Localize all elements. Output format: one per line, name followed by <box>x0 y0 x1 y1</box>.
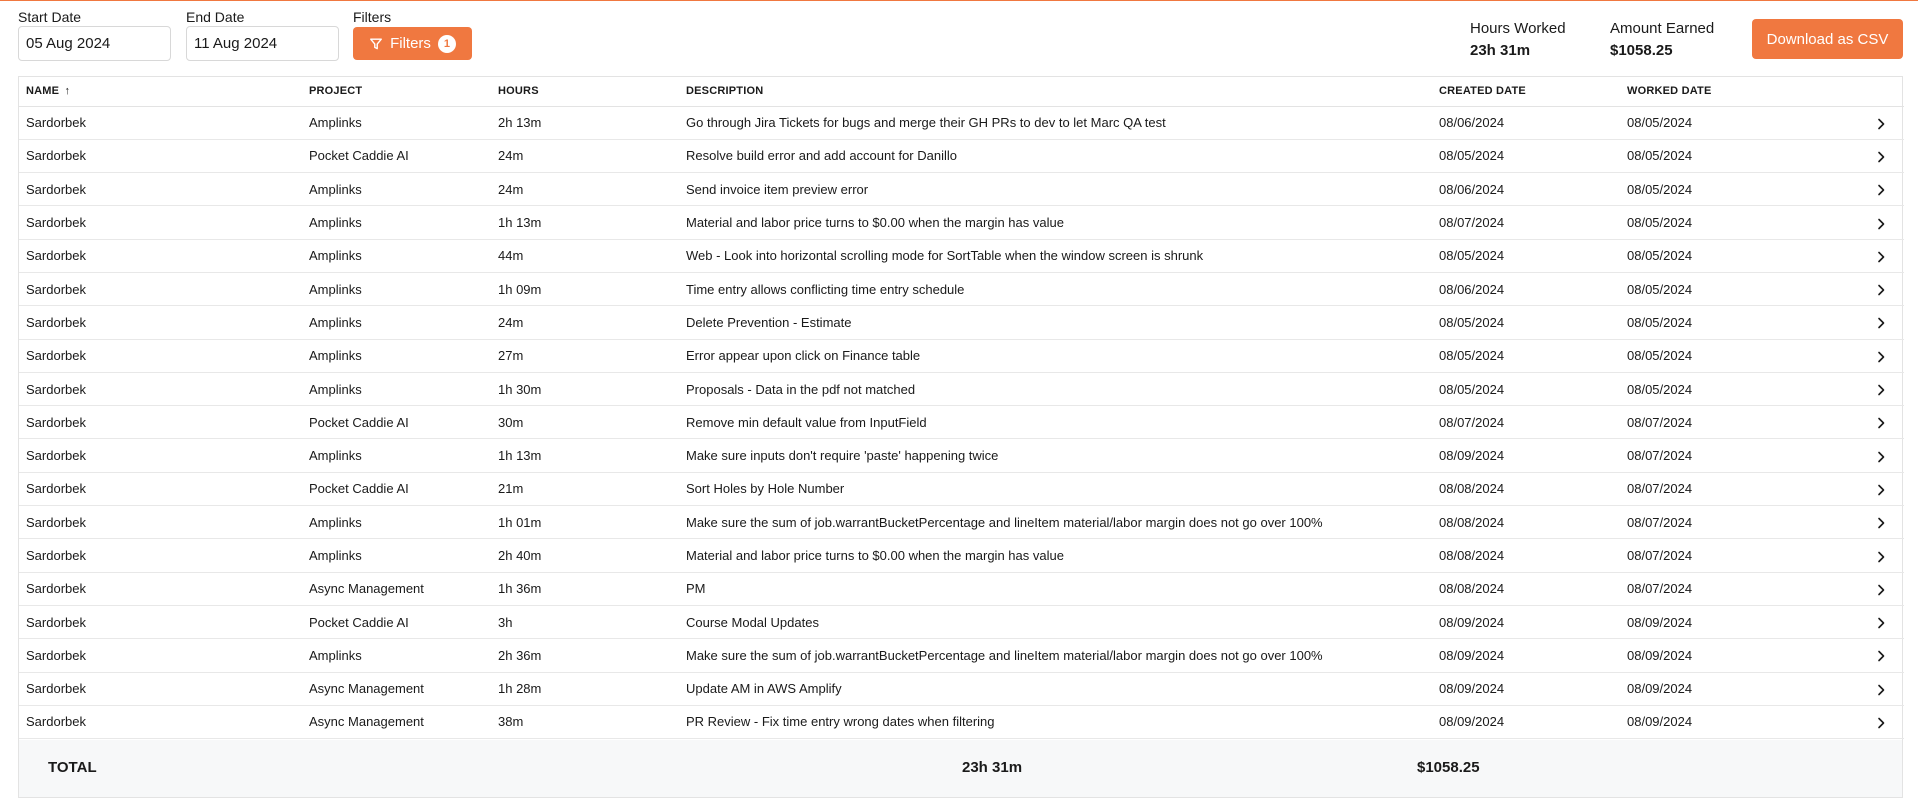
filters-count-badge: 1 <box>438 35 456 53</box>
cell-worked: 08/05/2024 <box>1620 339 1858 372</box>
cell-created: 08/07/2024 <box>1432 206 1620 239</box>
table-row[interactable] <box>19 506 1904 539</box>
cell-worked: 08/05/2024 <box>1620 306 1858 339</box>
row-open-button[interactable] <box>1858 605 1904 638</box>
cell-created: 08/09/2024 <box>1432 605 1620 638</box>
cell-name: Sardorbek <box>19 406 302 439</box>
cell-name: Sardorbek <box>19 639 302 672</box>
cell-description: Make sure inputs don't require 'paste' happening twice <box>679 439 1432 472</box>
row-open-button[interactable] <box>1858 472 1904 505</box>
total-amount: $1058.25 <box>1417 759 1480 776</box>
chevron-right-icon <box>1875 151 1887 163</box>
table-row[interactable] <box>19 372 1904 405</box>
cell-worked: 08/05/2024 <box>1620 206 1858 239</box>
cell-description: Remove min default value from InputField <box>679 406 1432 439</box>
row-open-button[interactable] <box>1858 539 1904 572</box>
cell-hours: 30m <box>491 406 679 439</box>
column-header-name[interactable]: NAME ↑ <box>19 77 302 106</box>
cell-description: Proposals - Data in the pdf not matched <box>679 372 1432 405</box>
cell-project: Amplinks <box>302 372 491 405</box>
chevron-right-icon <box>1875 251 1887 263</box>
cell-project: Amplinks <box>302 206 491 239</box>
column-header-description[interactable]: DESCRIPTION <box>679 77 1432 106</box>
cell-worked: 08/09/2024 <box>1620 705 1858 738</box>
cell-worked: 08/05/2024 <box>1620 173 1858 206</box>
chevron-right-icon <box>1875 584 1887 596</box>
cell-name: Sardorbek <box>19 306 302 339</box>
cell-worked: 08/07/2024 <box>1620 472 1858 505</box>
table-row[interactable] <box>19 605 1904 638</box>
column-header-actions <box>1858 77 1904 106</box>
toolbar <box>0 0 1918 74</box>
chevron-right-icon <box>1875 650 1887 662</box>
cell-hours: 3h <box>491 605 679 638</box>
filters-label: Filters <box>353 9 392 25</box>
cell-created: 08/06/2024 <box>1432 272 1620 305</box>
cell-worked: 08/09/2024 <box>1620 639 1858 672</box>
cell-created: 08/09/2024 <box>1432 705 1620 738</box>
cell-hours: 24m <box>491 173 679 206</box>
hours-worked-label: Hours Worked <box>1470 20 1566 37</box>
cell-created: 08/08/2024 <box>1432 572 1620 605</box>
chevron-right-icon <box>1875 384 1887 396</box>
row-open-button[interactable] <box>1858 272 1904 305</box>
chevron-right-icon <box>1875 717 1887 729</box>
row-open-button[interactable] <box>1858 106 1904 139</box>
cell-project: Amplinks <box>302 439 491 472</box>
cell-name: Sardorbek <box>19 106 302 139</box>
cell-description: Make sure the sum of job.warrantBucketPercentage and lineItem material/labor margin does not go over 100% <box>679 639 1432 672</box>
cell-description: Send invoice item preview error <box>679 173 1432 206</box>
sort-ascending-icon: ↑ <box>64 85 71 98</box>
cell-created: 08/05/2024 <box>1432 372 1620 405</box>
cell-description: Resolve build error and add account for Danillo <box>679 139 1432 172</box>
cell-description: Sort Holes by Hole Number <box>679 472 1432 505</box>
cell-worked: 08/07/2024 <box>1620 572 1858 605</box>
cell-worked: 08/05/2024 <box>1620 239 1858 272</box>
row-open-button[interactable] <box>1858 705 1904 738</box>
chevron-right-icon <box>1875 284 1887 296</box>
cell-created: 08/09/2024 <box>1432 439 1620 472</box>
cell-created: 08/05/2024 <box>1432 339 1620 372</box>
cell-name: Sardorbek <box>19 372 302 405</box>
cell-description: PM <box>679 572 1432 605</box>
cell-description: Material and labor price turns to $0.00 when the margin has value <box>679 539 1432 572</box>
cell-name: Sardorbek <box>19 472 302 505</box>
chevron-right-icon <box>1875 451 1887 463</box>
total-row <box>19 740 1902 797</box>
cell-hours: 1h 30m <box>491 372 679 405</box>
hours-worked-value: 23h 31m <box>1470 42 1531 59</box>
row-open-button[interactable] <box>1858 339 1904 372</box>
cell-project: Pocket Caddie AI <box>302 472 491 505</box>
cell-hours: 1h 01m <box>491 506 679 539</box>
cell-name: Sardorbek <box>19 705 302 738</box>
table-row[interactable] <box>19 705 1904 738</box>
table-row[interactable] <box>19 672 1904 705</box>
cell-worked: 08/07/2024 <box>1620 406 1858 439</box>
cell-description: Delete Prevention - Estimate <box>679 306 1432 339</box>
amount-earned-value: $1058.25 <box>1610 42 1673 59</box>
cell-project: Amplinks <box>302 539 491 572</box>
cell-project: Amplinks <box>302 506 491 539</box>
total-hours: 23h 31m <box>962 759 1023 776</box>
cell-created: 08/09/2024 <box>1432 639 1620 672</box>
cell-hours: 38m <box>491 705 679 738</box>
cell-hours: 1h 28m <box>491 672 679 705</box>
cell-description: Time entry allows conflicting time entry schedule <box>679 272 1432 305</box>
cell-project: Pocket Caddie AI <box>302 406 491 439</box>
cell-hours: 24m <box>491 306 679 339</box>
cell-name: Sardorbek <box>19 605 302 638</box>
start-date-input[interactable]: 05 Aug 2024 <box>18 26 171 61</box>
table-row[interactable] <box>19 406 1904 439</box>
cell-worked: 08/05/2024 <box>1620 139 1858 172</box>
row-open-button[interactable] <box>1858 439 1904 472</box>
cell-created: 08/06/2024 <box>1432 173 1620 206</box>
chevron-right-icon <box>1875 417 1887 429</box>
cell-name: Sardorbek <box>19 272 302 305</box>
cell-worked: 08/07/2024 <box>1620 506 1858 539</box>
cell-project: Amplinks <box>302 306 491 339</box>
cell-project: Amplinks <box>302 272 491 305</box>
column-header-created-date[interactable]: CREATED DATE <box>1432 77 1620 106</box>
chevron-right-icon <box>1875 351 1887 363</box>
cell-worked: 08/09/2024 <box>1620 672 1858 705</box>
cell-description: Go through Jira Tickets for bugs and merge their GH PRs to dev to let Marc QA test <box>679 106 1432 139</box>
row-open-button[interactable] <box>1858 572 1904 605</box>
cell-worked: 08/05/2024 <box>1620 272 1858 305</box>
column-header-project[interactable]: PROJECT <box>302 77 491 106</box>
cell-created: 08/06/2024 <box>1432 106 1620 139</box>
cell-created: 08/05/2024 <box>1432 239 1620 272</box>
cell-project: Amplinks <box>302 106 491 139</box>
table-row[interactable] <box>19 239 1904 272</box>
table-row[interactable] <box>19 572 1904 605</box>
row-open-button[interactable] <box>1858 206 1904 239</box>
cell-name: Sardorbek <box>19 439 302 472</box>
start-date-label: Start Date <box>18 9 82 25</box>
download-csv-button[interactable]: Download as CSV <box>1752 19 1903 59</box>
table-row[interactable] <box>19 472 1904 505</box>
time-entries-table <box>18 76 1903 798</box>
row-open-button[interactable] <box>1858 372 1904 405</box>
cell-description: Material and labor price turns to $0.00 when the margin has value <box>679 206 1432 239</box>
cell-hours: 1h 09m <box>491 272 679 305</box>
chevron-right-icon <box>1875 317 1887 329</box>
row-open-button[interactable] <box>1858 406 1904 439</box>
row-open-button[interactable] <box>1858 506 1904 539</box>
cell-project: Amplinks <box>302 339 491 372</box>
cell-created: 08/08/2024 <box>1432 506 1620 539</box>
row-open-button[interactable] <box>1858 639 1904 672</box>
cell-project: Async Management <box>302 672 491 705</box>
chevron-right-icon <box>1875 617 1887 629</box>
cell-description: PR Review - Fix time entry wrong dates when filtering <box>679 705 1432 738</box>
table-row[interactable] <box>19 539 1904 572</box>
table-row[interactable] <box>19 339 1904 372</box>
cell-project: Amplinks <box>302 639 491 672</box>
cell-project: Async Management <box>302 705 491 738</box>
cell-created: 08/08/2024 <box>1432 539 1620 572</box>
cell-name: Sardorbek <box>19 572 302 605</box>
chevron-right-icon <box>1875 484 1887 496</box>
row-open-button[interactable] <box>1858 139 1904 172</box>
cell-worked: 08/07/2024 <box>1620 539 1858 572</box>
cell-worked: 08/09/2024 <box>1620 605 1858 638</box>
cell-name: Sardorbek <box>19 173 302 206</box>
cell-created: 08/07/2024 <box>1432 406 1620 439</box>
cell-hours: 44m <box>491 239 679 272</box>
cell-hours: 21m <box>491 472 679 505</box>
cell-name: Sardorbek <box>19 239 302 272</box>
column-header-worked-date[interactable]: WORKED DATE <box>1620 77 1858 106</box>
cell-hours: 1h 13m <box>491 439 679 472</box>
cell-hours: 24m <box>491 139 679 172</box>
cell-name: Sardorbek <box>19 539 302 572</box>
cell-created: 08/05/2024 <box>1432 139 1620 172</box>
table-row[interactable] <box>19 206 1904 239</box>
cell-hours: 2h 13m <box>491 106 679 139</box>
total-label: TOTAL <box>48 759 97 776</box>
chevron-right-icon <box>1875 118 1887 130</box>
cell-description: Make sure the sum of job.warrantBucketPercentage and lineItem material/labor margin does not go over 100% <box>679 506 1432 539</box>
row-open-button[interactable] <box>1858 173 1904 206</box>
cell-created: 08/05/2024 <box>1432 306 1620 339</box>
table-row[interactable] <box>19 639 1904 672</box>
filters-button[interactable] <box>353 27 472 60</box>
table-row[interactable] <box>19 439 1904 472</box>
cell-description: Update AM in AWS Amplify <box>679 672 1432 705</box>
table-row[interactable] <box>19 306 1904 339</box>
column-header-hours[interactable]: HOURS <box>491 77 679 106</box>
cell-project: Amplinks <box>302 239 491 272</box>
cell-hours: 2h 36m <box>491 639 679 672</box>
chevron-right-icon <box>1875 684 1887 696</box>
end-date-label: End Date <box>186 9 245 25</box>
cell-name: Sardorbek <box>19 506 302 539</box>
cell-created: 08/08/2024 <box>1432 472 1620 505</box>
table-header-row <box>19 77 1904 106</box>
cell-project: Async Management <box>302 572 491 605</box>
row-open-button[interactable] <box>1858 306 1904 339</box>
cell-name: Sardorbek <box>19 139 302 172</box>
cell-project: Pocket Caddie AI <box>302 139 491 172</box>
row-open-button[interactable] <box>1858 672 1904 705</box>
table-row[interactable] <box>19 272 1904 305</box>
filter-icon <box>369 37 383 51</box>
cell-name: Sardorbek <box>19 206 302 239</box>
cell-worked: 08/05/2024 <box>1620 372 1858 405</box>
chevron-right-icon <box>1875 517 1887 529</box>
cell-worked: 08/07/2024 <box>1620 439 1858 472</box>
end-date-input[interactable]: 11 Aug 2024 <box>186 26 339 61</box>
cell-hours: 1h 36m <box>491 572 679 605</box>
cell-project: Pocket Caddie AI <box>302 605 491 638</box>
cell-name: Sardorbek <box>19 672 302 705</box>
chevron-right-icon <box>1875 184 1887 196</box>
cell-hours: 2h 40m <box>491 539 679 572</box>
table-row[interactable] <box>19 106 1904 139</box>
table-row[interactable] <box>19 173 1904 206</box>
amount-earned-label: Amount Earned <box>1610 20 1715 37</box>
table-row[interactable] <box>19 139 1904 172</box>
cell-name: Sardorbek <box>19 339 302 372</box>
cell-hours: 1h 13m <box>491 206 679 239</box>
cell-description: Web - Look into horizontal scrolling mode for SortTable when the window screen is shrunk <box>679 239 1432 272</box>
cell-hours: 27m <box>491 339 679 372</box>
cell-description: Error appear upon click on Finance table <box>679 339 1432 372</box>
cell-worked: 08/05/2024 <box>1620 106 1858 139</box>
cell-created: 08/09/2024 <box>1432 672 1620 705</box>
filters-button-label: Filters <box>390 35 431 52</box>
chevron-right-icon <box>1875 551 1887 563</box>
cell-project: Amplinks <box>302 173 491 206</box>
row-open-button[interactable] <box>1858 239 1904 272</box>
cell-description: Course Modal Updates <box>679 605 1432 638</box>
chevron-right-icon <box>1875 218 1887 230</box>
